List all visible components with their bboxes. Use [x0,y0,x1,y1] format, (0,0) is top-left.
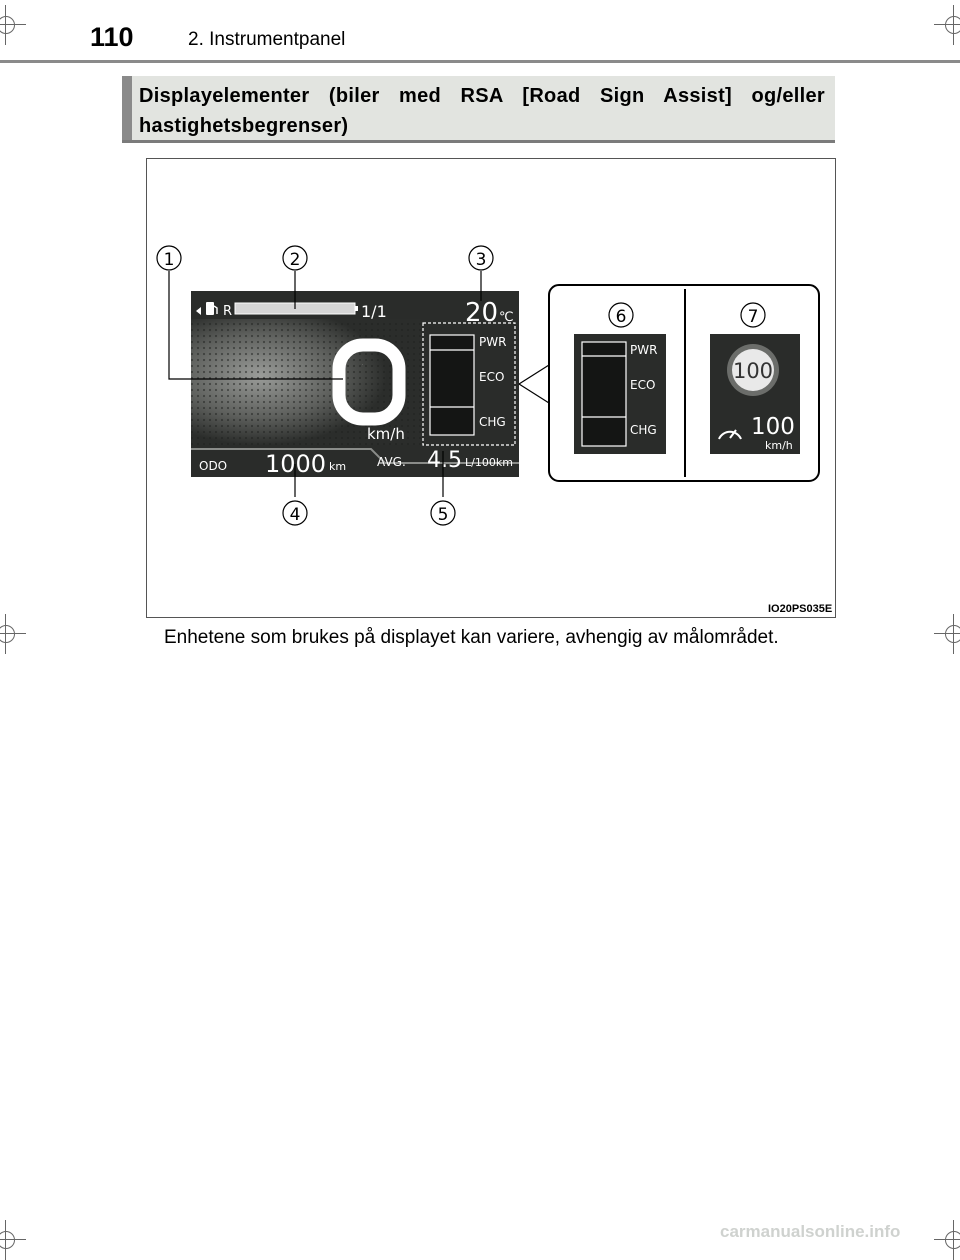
callout-2 [283,246,307,270]
speed-limit-unit: km/h [765,439,793,452]
crop-mark-top-left [0,13,18,37]
svg-text:3: 3 [475,250,487,270]
inset-panel [549,285,819,481]
inset-hybrid-label-chg: CHG [630,423,657,437]
odo-unit: km [329,460,347,473]
callout-3 [469,246,493,270]
callout-6 [609,303,633,327]
crop-mark-top-right [942,13,960,37]
hybrid-label-eco: ECO [479,370,505,384]
hybrid-label-chg: CHG [479,415,506,429]
svg-text:6: 6 [615,307,627,327]
section-heading-bar [122,76,132,140]
avg-value: 4.5 [427,448,462,473]
svg-text:1: 1 [163,250,175,270]
svg-text:7: 7 [747,307,759,327]
speed-limit-value: 100 [751,414,795,440]
callout-1 [157,246,181,270]
section-heading-box [122,76,835,143]
svg-text:5: 5 [437,505,449,525]
callout-7 [741,303,765,327]
speed-unit: km/h [367,425,405,443]
header-rule [0,60,960,63]
svg-text:2: 2 [289,250,301,270]
figure-code: IO20PS035E [768,603,833,615]
instrument-display-illustration [147,159,835,617]
crop-mark-mid-right [942,622,960,646]
odo-value: 1000 [265,450,327,478]
fuel-empty-mark: R [223,304,233,319]
fuel-full-mark: 1/1 [361,302,387,321]
chapter-title: 2. Instrumentpanel [188,29,346,50]
section-title: Displayelementer (biler med RSA [Road Sign Assist] og/eller hastighetsbegrenser) [139,85,825,137]
speed-value: 0 [362,365,363,366]
crop-mark-bottom-left [0,1228,18,1252]
watermark: carmanualsonline.info [720,1222,901,1241]
crop-mark-mid-left [0,622,18,646]
inset-hybrid-label-pwr: PWR [630,343,658,357]
speed-limit-sign-value: 100 [732,359,774,383]
avg-unit: L/100km [465,456,513,469]
callout-4 [283,501,307,525]
odo-label: ODO [199,459,228,473]
avg-label: AVG. [377,455,406,469]
page-number: 110 [90,22,134,52]
hybrid-label-pwr: PWR [479,335,507,349]
crop-mark-bottom-right [942,1228,960,1252]
main-display [191,291,519,478]
figure-caption: Enhetene som brukes på displayet kan variere, avhengig av målområdet. [164,627,779,648]
callout-5 [431,501,455,525]
figure-frame [146,158,836,618]
temperature-unit: ℃ [499,310,514,325]
outside-temperature: 20 [465,298,499,328]
svg-text:4: 4 [289,505,301,525]
inset-hybrid-label-eco: ECO [630,378,656,392]
